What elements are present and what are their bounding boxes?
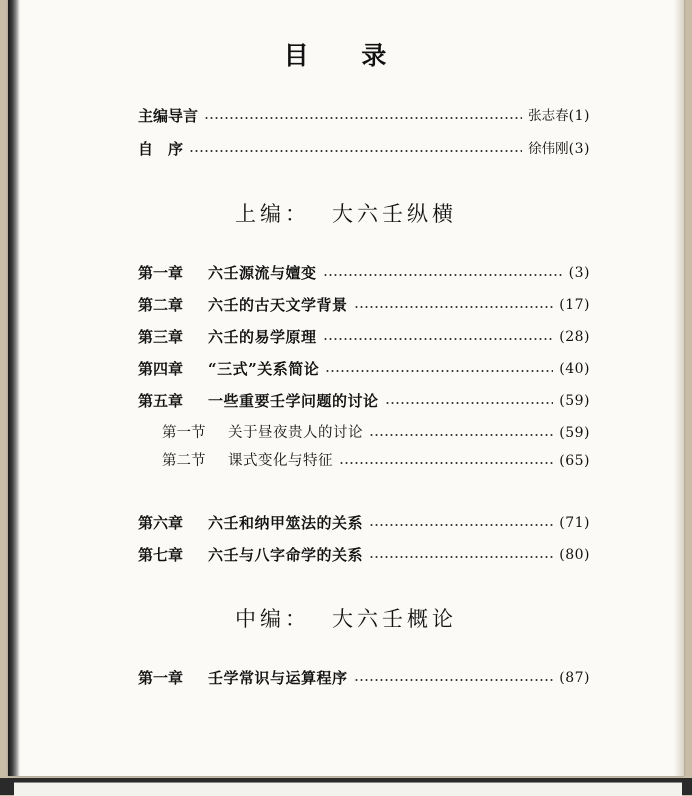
page-left-edge [8,0,20,776]
part-heading-middle [0,603,692,633]
toc-entry-foreword[interactable] [138,105,590,127]
section-name: 关于昼夜贵人的讨论 [228,425,363,441]
entry-author: 徐伟刚 [528,141,569,157]
toc-entry-chapter[interactable] [138,326,590,348]
part-subtitle: 大六壬纵横 [332,202,457,226]
toc-entry-section[interactable] [162,422,590,444]
section-number: 第二节 [162,453,206,469]
page-right-edge [674,0,684,776]
chapter-name: 六壬的易学原理 [208,328,317,346]
dot-leader [369,524,553,526]
dot-leader [354,679,554,681]
toc-entry-chapter[interactable] [138,390,590,412]
section-name: 课式变化与特征 [228,453,333,469]
entry-page: (17) [559,297,590,313]
chapter-number: 第七章 [138,546,184,564]
chapter-number: 第六章 [138,514,184,532]
dot-leader [354,306,554,308]
dot-leader [385,402,554,404]
chapter-name: 六壬与八字命学的关系 [208,546,364,564]
toc-entry-preface[interactable] [138,138,590,160]
dot-leader [369,556,553,558]
part-label: 中编： [235,607,310,631]
toc-entry-section[interactable] [162,450,590,472]
chapter-number: 第五章 [138,392,184,410]
entry-page: (59) [559,393,590,409]
chapter-name: “三式”关系简论 [208,360,320,378]
part-subtitle: 大六壬概论 [332,607,457,631]
entry-page: (71) [559,515,590,531]
entry-page: (59) [559,425,590,441]
part-heading-upper [0,198,692,228]
chapter-name: 六壬源流与嬗变 [208,264,317,282]
entry-page: (3) [568,265,590,281]
toc-entry-chapter[interactable] [138,512,590,534]
dot-leader [339,462,553,464]
chapter-name: 一些重要壬学问题的讨论 [208,392,379,410]
chapter-number: 第三章 [138,328,184,346]
dot-leader [204,117,522,119]
dot-leader [325,370,553,372]
entry-page: (87) [559,670,590,686]
entry-page: (80) [559,547,590,563]
part-label: 上编： [235,202,310,226]
dot-leader [323,274,563,276]
entry-page: (28) [559,329,590,345]
chapter-number: 第一章 [138,264,184,282]
toc-entry-chapter[interactable] [138,262,590,284]
toc-entry-chapter[interactable] [138,294,590,316]
entry-page: (65) [559,453,590,469]
toc-entry-chapter[interactable] [138,358,590,380]
chapter-number: 第四章 [138,360,184,378]
chapter-name: 壬学常识与运算程序 [208,669,348,687]
entry-page: (40) [559,361,590,377]
chapter-name: 六壬和纳甲筮法的关系 [208,514,364,532]
dot-leader [369,434,553,436]
entry-label: 主编导言 [138,107,199,125]
toc-entry-chapter[interactable] [138,667,590,689]
dot-leader [323,338,554,340]
entry-author: 张志春 [528,108,569,124]
toc-title: 目 录 [283,41,409,70]
next-page-edge [0,778,692,795]
chapter-name: 六壬的古天文学背景 [208,296,348,314]
chapter-number: 第二章 [138,296,184,314]
toc-entry-chapter[interactable] [138,544,590,566]
entry-page: (3) [568,141,590,157]
dot-leader [189,150,522,152]
entry-label: 自 序 [138,140,184,158]
section-number: 第一节 [162,425,206,441]
chapter-number: 第一章 [138,669,184,687]
entry-page: (1) [568,108,590,124]
